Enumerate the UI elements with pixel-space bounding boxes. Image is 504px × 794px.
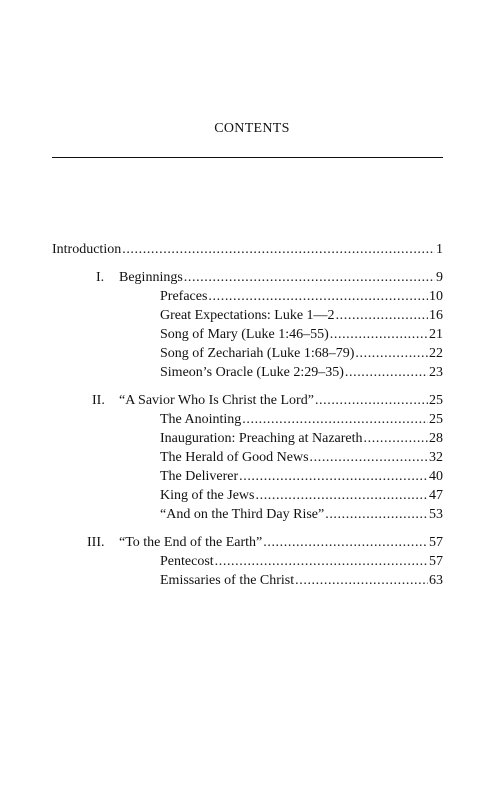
toc-entry-title: Great Expectations: Luke 1—2 [160, 308, 335, 323]
dot-leader [295, 571, 428, 590]
toc-page-number: 57 [429, 535, 443, 550]
part-numeral: II. [92, 393, 105, 408]
dot-leader [256, 486, 429, 505]
toc-entry-chapter[interactable] [160, 552, 443, 571]
toc-entry-title: Song of Mary (Luke 1:46–55) [160, 327, 329, 342]
toc-page-number: 9 [436, 270, 443, 285]
toc-entry-chapter[interactable] [160, 363, 443, 382]
toc-entry-chapter[interactable] [160, 325, 443, 344]
toc-entry-part[interactable] [119, 268, 443, 287]
dot-leader [208, 287, 428, 306]
toc-entry-chapter[interactable] [160, 287, 443, 306]
toc-page-number: 32 [429, 450, 443, 465]
dot-leader [364, 429, 428, 448]
dot-leader [242, 410, 428, 429]
toc-entry-title: Simeon’s Oracle (Luke 2:29–35) [160, 365, 344, 380]
toc-entry-chapter[interactable] [160, 505, 443, 524]
toc-entry-chapter[interactable] [160, 486, 443, 505]
dot-leader [239, 467, 428, 486]
toc-entry-title: “To the End of the Earth” [119, 535, 263, 550]
toc-page-number: 10 [429, 289, 443, 304]
toc-entry-title: The Anointing [160, 412, 242, 427]
dot-leader [215, 552, 428, 571]
toc-page-number: 28 [429, 431, 443, 446]
toc-entry-chapter[interactable] [160, 448, 443, 467]
toc-page-number: 22 [429, 346, 443, 361]
toc-page-number: 23 [429, 365, 443, 380]
toc-entry-title: The Herald of Good News [160, 450, 309, 465]
toc-entry-chapter[interactable] [160, 429, 443, 448]
toc-page-number: 40 [429, 469, 443, 484]
toc-page-number: 16 [429, 308, 443, 323]
toc-entry-title: Emissaries of the Christ [160, 573, 295, 588]
dot-leader [315, 391, 428, 410]
toc-page-number: 1 [436, 242, 443, 257]
toc-entry-chapter[interactable] [160, 410, 443, 429]
toc-entry-title: Prefaces [160, 289, 208, 304]
toc-entry-chapter[interactable] [160, 344, 443, 363]
toc-entry-title: The Deliverer [160, 469, 239, 484]
dot-leader [345, 363, 428, 382]
toc-entry-chapter[interactable] [160, 306, 443, 325]
toc-entry-title: Beginnings [119, 270, 183, 285]
toc-entry-title: “A Savior Who Is Christ the Lord” [119, 393, 314, 408]
dot-leader [263, 533, 428, 552]
dot-leader [336, 306, 428, 325]
toc-entry-introduction[interactable] [52, 240, 443, 259]
toc-entry-title: King of the Jews [160, 488, 255, 503]
toc-page-number: 53 [429, 507, 443, 522]
toc-page-number: 21 [429, 327, 443, 342]
dot-leader [184, 268, 435, 287]
toc-page-number: 47 [429, 488, 443, 503]
part-numeral: III. [87, 535, 105, 550]
toc-entry-title: Pentecost [160, 554, 214, 569]
toc-entry-part[interactable] [119, 533, 443, 552]
toc-entry-title: Inauguration: Preaching at Nazareth [160, 431, 363, 446]
toc-entry-title: “And on the Third Day Rise” [160, 507, 325, 522]
toc-entry-part[interactable] [119, 391, 443, 410]
toc-page-number: 25 [429, 412, 443, 427]
dot-leader [330, 325, 428, 344]
toc-page-number: 25 [429, 393, 443, 408]
heading-rule [52, 157, 443, 158]
toc-page-number: 63 [429, 573, 443, 588]
contents-heading: CONTENTS [214, 121, 290, 136]
toc-entry-title: Introduction [52, 242, 122, 257]
dot-leader [355, 344, 428, 363]
toc-entry-chapter[interactable] [160, 571, 443, 590]
toc-page-number: 57 [429, 554, 443, 569]
dot-leader [122, 240, 435, 259]
part-numeral: I. [96, 270, 105, 285]
dot-leader [310, 448, 428, 467]
toc-entry-chapter[interactable] [160, 467, 443, 486]
toc-entry-title: Song of Zechariah (Luke 1:68–79) [160, 346, 355, 361]
dot-leader [325, 505, 428, 524]
